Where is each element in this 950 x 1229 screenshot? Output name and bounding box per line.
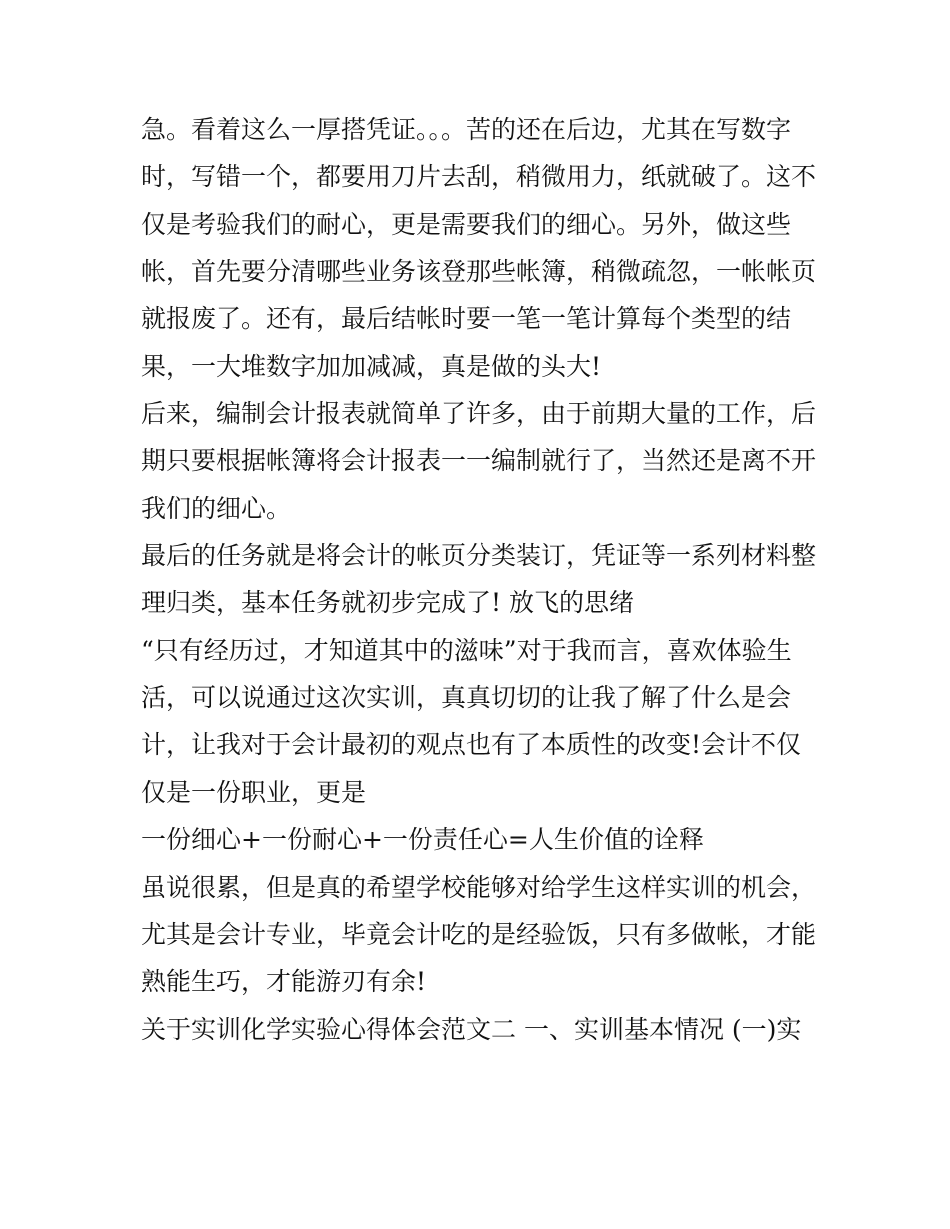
text-line: 一份细心+一份耐心+一份责任心=人生价值的诠释 <box>141 825 704 855</box>
text-line: 果，一大堆数字加加减减，真是做的头大! <box>141 351 602 381</box>
text-line: 急。看着这么一厚搭凭证。。。苦的还在后边，尤其在写数字 <box>141 115 792 144</box>
text-line: 就报废了。还有，最后结帐时要一笔一笔计算每个类型的结 <box>141 304 792 334</box>
text-line: 虽说很累，但是真的希望学校能够对给学生这样实训的机会， <box>141 872 817 902</box>
text-line: 最后的任务就是将会计的帐页分类装订，凭证等一系列材料整 <box>141 541 817 571</box>
text-line: 熟能生巧，才能游刃有余! <box>141 967 427 997</box>
text-line: 我们的细心。 <box>141 493 292 523</box>
text-line: “只有经历过，才知道其中的滋味”对于我而言，喜欢体验生 <box>141 635 792 665</box>
text-line: 关于实训化学实验心得体会范文二 一、实训基本情况 (一)实 <box>141 1014 802 1044</box>
text-line: 尤其是会计专业，毕竟会计吃的是经验饭，只有多做帐，才能 <box>141 919 817 949</box>
text-line: 理归类，基本任务就初步完成了! 放飞的思绪 <box>141 588 634 618</box>
text-line: 后来，编制会计报表就简单了许多，由于前期大量的工作，后 <box>141 399 817 429</box>
text-line: 期只要根据帐簿将会计报表一一编制就行了，当然还是离不开 <box>141 446 817 476</box>
text-line: 计，让我对于会计最初的观点也有了本质性的改变!会计不仅 <box>141 730 802 760</box>
text-line: 仅是考验我们的耐心，更是需要我们的细心。另外，做这些 <box>141 209 792 239</box>
text-line: 仅是一份职业，更是 <box>141 777 367 807</box>
text-line: 时，写错一个，都要用刀片去刮，稍微用力，纸就破了。这不 <box>141 162 817 192</box>
document-body <box>141 106 821 1053</box>
text-line: 活，可以说通过这次实训，真真切切的让我了解了什么是会 <box>141 683 792 713</box>
text-line: 帐，首先要分清哪些业务该登那些帐簿，稍微疏忽，一帐帐页 <box>141 257 817 287</box>
